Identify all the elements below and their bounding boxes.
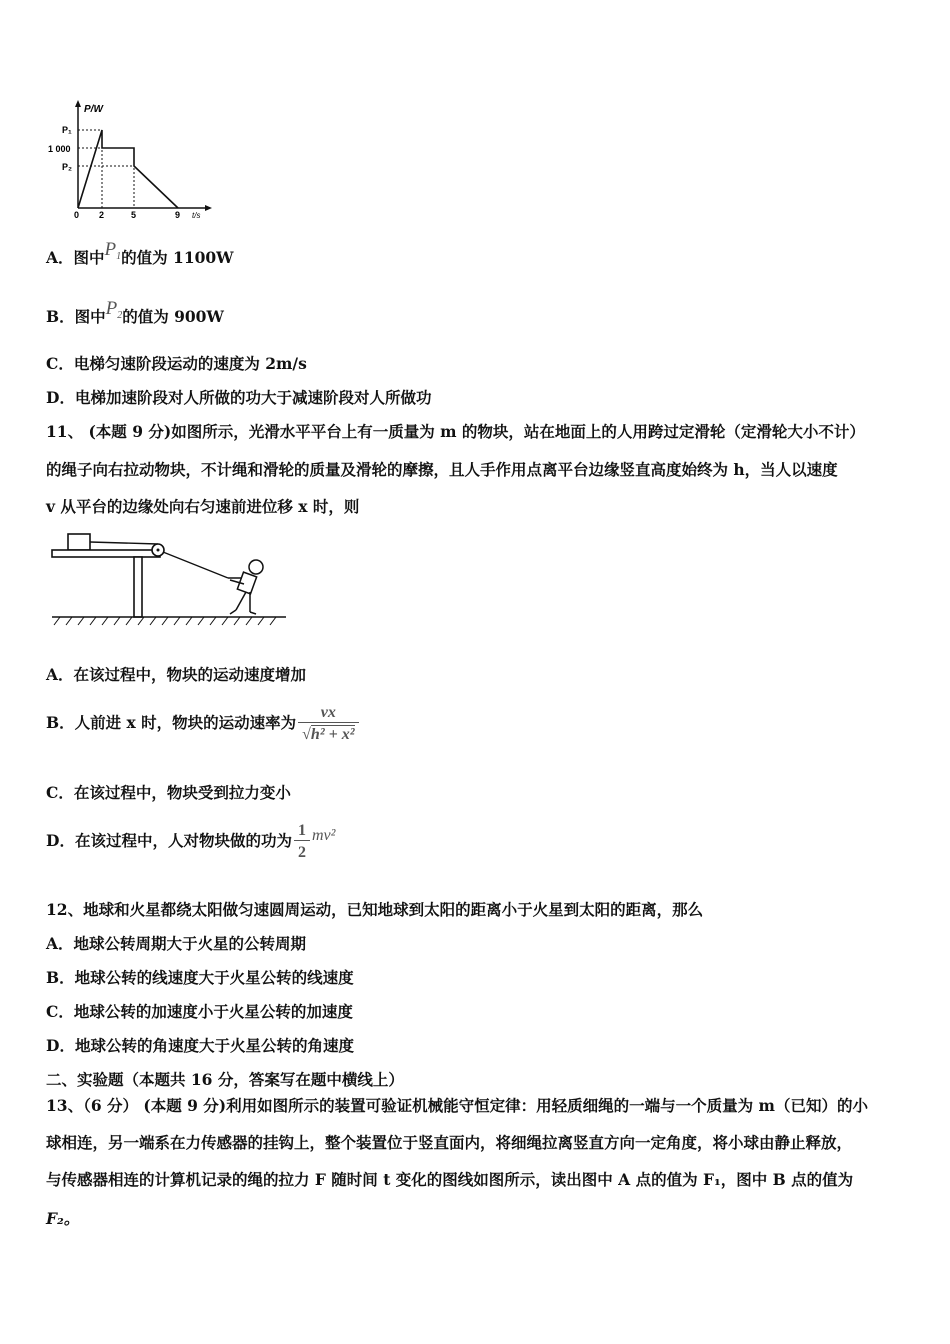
symbol-p2-subscript: 2 bbox=[117, 310, 123, 321]
q10-option-c: C．电梯匀速阶段运动的速度为 2m/s bbox=[46, 354, 307, 373]
fraction-denominator-2: 2 bbox=[294, 840, 310, 863]
q10-option-b-prefix: B．图中 bbox=[46, 307, 106, 326]
pulley-axle bbox=[157, 549, 160, 552]
ground-hatching bbox=[54, 617, 276, 625]
q10-option-a bbox=[46, 239, 234, 276]
q10-option-a-prefix: A．图中 bbox=[46, 248, 105, 267]
q11-option-b-prefix: B．人前进 x 时，物块的运动速率为 bbox=[46, 713, 297, 732]
power-time-graph bbox=[44, 98, 214, 218]
symbol-p1-subscript: 1 bbox=[116, 251, 122, 262]
q13-stem-line2: 球相连，另一端系在力传感器的挂钩上，整个装置位于竖直面内，将细绳拉离竖直方向一定角度，将小球由静止释放， bbox=[46, 1133, 853, 1152]
symbol-p1: P bbox=[104, 239, 117, 260]
x-tick-9: 9 bbox=[175, 210, 181, 218]
q10-option-d: D．电梯加速阶段对人所做的功大于减速阶段对人所做功 bbox=[46, 388, 432, 407]
q10-option-a-suffix: 的值为 1100W bbox=[121, 248, 234, 267]
power-curve bbox=[78, 130, 178, 208]
q10-option-b bbox=[46, 298, 224, 335]
fraction-numerator-1: 1 bbox=[297, 821, 306, 839]
fraction-vx-over-root bbox=[298, 704, 358, 745]
q11-option-a: A．在该过程中，物块的运动速度增加 bbox=[46, 665, 307, 684]
x-tick-0: 0 bbox=[74, 210, 80, 218]
y-axis-arrow bbox=[75, 100, 81, 107]
pulley-diagram bbox=[50, 530, 290, 630]
q13-stem-line4: F₂。 bbox=[46, 1209, 80, 1228]
x-axis-label: t/s bbox=[192, 211, 201, 218]
x-axis-arrow bbox=[205, 205, 212, 211]
y-axis-label: P/W bbox=[84, 104, 103, 115]
term-mv-squared: mv² bbox=[311, 827, 336, 844]
block bbox=[68, 534, 90, 550]
q11-option-b bbox=[46, 700, 361, 746]
rope-slanted bbox=[163, 552, 228, 578]
symbol-p2: P bbox=[105, 298, 118, 319]
q11-stem-line1: 11、 (本题 9 分)如图所示，光滑水平平台上有一质量为 m 的物块，站在地面上的人用跨过定滑轮（定滑轮大小不计） bbox=[46, 422, 865, 441]
radicand: h² + x² bbox=[310, 725, 355, 743]
q11-option-c: C．在该过程中，物块受到拉力变小 bbox=[46, 783, 291, 802]
platform bbox=[52, 550, 160, 557]
fraction-one-half bbox=[294, 822, 310, 863]
q11-option-d bbox=[46, 818, 335, 865]
q11-stem-line3: v 从平台的边缘处向右匀速前进位移 x 时，则 bbox=[46, 497, 360, 516]
y-tick-p2: P₂ bbox=[62, 162, 73, 172]
person-pulling bbox=[228, 560, 263, 614]
q13-stem-line3: 与传感器相连的计算机记录的绳的拉力 F 随时间 t 变化的图线如图所示，读出图中 A 点的值为 F₁，图中 B 点的值为 bbox=[46, 1170, 854, 1189]
sqrt-icon: √ bbox=[302, 725, 311, 743]
q12-option-d: D．地球公转的角速度大于火星公转的角速度 bbox=[46, 1036, 354, 1055]
q11-option-d-prefix: D．在该过程中，人对物块做的功为 bbox=[46, 831, 292, 850]
rope-horizontal bbox=[90, 542, 158, 544]
q11-stem-line2: 的绳子向右拉动物块，不计绳和滑轮的质量及滑轮的摩擦，且人手作用点离平台边缘竖直高度始终为 h，当人以速度 bbox=[46, 460, 838, 479]
fraction-numerator-vx: vx bbox=[320, 703, 336, 721]
section-heading-experiment: 二、实验题（本题共 16 分，答案写在题中横线上） bbox=[46, 1070, 404, 1089]
x-tick-2: 2 bbox=[99, 210, 105, 218]
q13-stem-line1: 13、（6 分） (本题 9 分)利用如图所示的装置可验证机械能守恒定律：用轻质细绳的一端与一个质量为 m（已知）的小 bbox=[46, 1096, 868, 1115]
q10-option-b-suffix: 的值为 900W bbox=[122, 307, 224, 326]
fraction-denominator-root bbox=[298, 722, 358, 745]
q12-option-b: B．地球公转的线速度大于火星公转的线速度 bbox=[46, 968, 354, 987]
q12-stem: 12、地球和火星都绕太阳做匀速圆周运动，已知地球到太阳的距离小于火星到太阳的距离，那么 bbox=[46, 900, 704, 919]
y-tick-1000: 1 000 bbox=[48, 144, 71, 154]
x-tick-5: 5 bbox=[131, 210, 137, 218]
y-tick-p1: P₁ bbox=[62, 125, 72, 135]
q12-option-a: A．地球公转周期大于火星的公转周期 bbox=[46, 934, 307, 953]
q12-option-c: C．地球公转的加速度小于火星公转的加速度 bbox=[46, 1002, 353, 1021]
platform-leg bbox=[134, 557, 142, 617]
